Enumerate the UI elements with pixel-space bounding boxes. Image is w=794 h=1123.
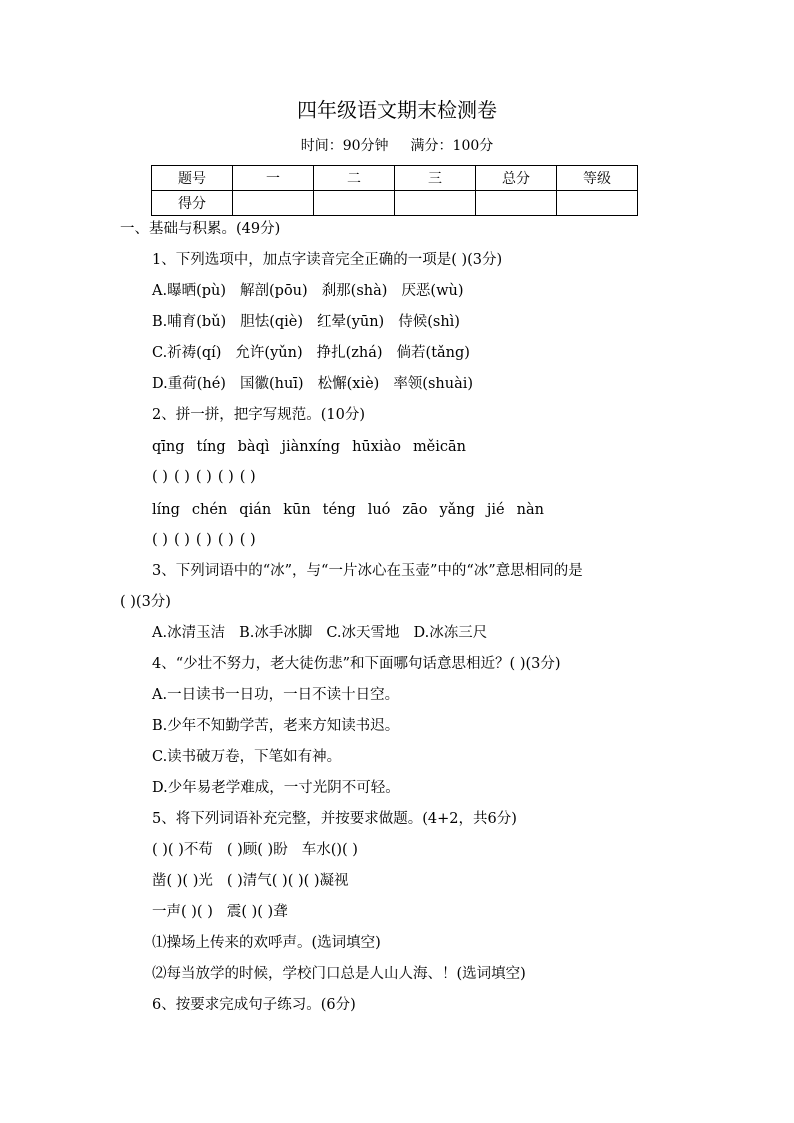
q5-sub-2: ⑵每当放学的时候，学校门口总是人山人海、！(选词填空) bbox=[152, 966, 526, 982]
q3-option[interactable]: B.冰手冰脚 bbox=[239, 625, 313, 641]
q1-option-c[interactable] bbox=[152, 342, 470, 364]
q2-answer-row-1 bbox=[152, 466, 256, 488]
pinyin: chén bbox=[191, 502, 228, 518]
answer-blank[interactable]: ( ) bbox=[217, 469, 234, 485]
question-2: 2、拼一拼，把字写规范。(10分) bbox=[152, 407, 365, 423]
q5-item[interactable]: ( )顾( )盼 bbox=[226, 842, 288, 858]
score-table-header: 总分 bbox=[476, 166, 557, 191]
pinyin: téng bbox=[322, 502, 356, 518]
score-cell[interactable] bbox=[395, 191, 476, 216]
pinyin: hūxiào bbox=[352, 439, 401, 455]
q3-option[interactable]: D.冰冻三尺 bbox=[413, 625, 488, 641]
question-6: 6、按要求完成句子练习。(6分) bbox=[152, 997, 356, 1013]
pinyin: měicān bbox=[412, 439, 467, 455]
q1-word: 刹那(shà) bbox=[321, 283, 388, 299]
q5-item[interactable]: ( )( )不苟 bbox=[152, 842, 213, 858]
q1-word: 倘若(tǎng) bbox=[396, 345, 470, 361]
q5-item[interactable]: 车水()( ) bbox=[301, 842, 358, 858]
pinyin: qīng bbox=[152, 439, 185, 455]
q5-item[interactable]: 凿( )( )光 bbox=[152, 873, 213, 889]
score-cell[interactable] bbox=[314, 191, 395, 216]
question-3-continued: ( )(3分) bbox=[120, 594, 171, 610]
q1-word: A.曝晒(pù) bbox=[152, 283, 227, 299]
answer-blank[interactable]: ( ) bbox=[173, 469, 190, 485]
answer-blank[interactable]: ( ) bbox=[239, 532, 256, 548]
q1-word: B.哺育(bǔ) bbox=[152, 314, 227, 330]
q2-answer-row-2 bbox=[152, 529, 256, 551]
q1-word: 国徽(huī) bbox=[239, 376, 304, 392]
pinyin: yǎng bbox=[439, 502, 475, 518]
exam-time: 时间：90分钟 bbox=[300, 138, 389, 154]
q5-item[interactable]: ( )清气( )( )( )凝视 bbox=[226, 873, 349, 889]
score-table-header: 一 bbox=[233, 166, 314, 191]
score-table-header-row bbox=[152, 166, 638, 191]
q2-pinyin-row-1 bbox=[152, 436, 466, 458]
q1-word: 侍候(shì) bbox=[398, 314, 460, 330]
question-4: 4、“少壮不努力，老大徒伤悲”和下面哪句话意思相近？( )(3分) bbox=[152, 656, 561, 672]
answer-blank[interactable]: ( ) bbox=[152, 532, 168, 548]
answer-blank[interactable]: ( ) bbox=[195, 532, 212, 548]
q3-option[interactable]: C.冰天雪地 bbox=[326, 625, 400, 641]
q3-option[interactable]: A.冰清玉洁 bbox=[152, 625, 226, 641]
q4-option-a[interactable]: A.一日读书一日功，一日不读十日空。 bbox=[152, 687, 400, 703]
pinyin: líng bbox=[152, 502, 180, 518]
q1-word: C.祈祷(qí) bbox=[152, 345, 222, 361]
q4-option-c[interactable]: C.读书破万卷，下笔如有神。 bbox=[152, 749, 342, 765]
q5-row-1 bbox=[152, 839, 358, 861]
pinyin: zāo bbox=[402, 502, 428, 518]
exam-full-score: 满分：100分 bbox=[410, 138, 494, 154]
exam-subtitle bbox=[0, 136, 794, 156]
section-1-title: 一、基础与积累。(49分) bbox=[120, 221, 281, 237]
score-table-header: 等级 bbox=[557, 166, 638, 191]
q1-word: 率领(shuài) bbox=[393, 376, 474, 392]
q1-word: D.重荷(hé) bbox=[152, 376, 226, 392]
answer-blank[interactable]: ( ) bbox=[173, 532, 190, 548]
score-cell[interactable] bbox=[476, 191, 557, 216]
q1-word: 红晕(yūn) bbox=[317, 314, 385, 330]
exam-title: 四年级语文期末检测卷 bbox=[297, 98, 497, 122]
answer-blank[interactable]: ( ) bbox=[195, 469, 212, 485]
q2-pinyin-row-2 bbox=[152, 499, 544, 521]
answer-blank[interactable]: ( ) bbox=[217, 532, 234, 548]
pinyin: qián bbox=[239, 502, 272, 518]
q1-option-a[interactable] bbox=[152, 280, 464, 302]
score-table-header: 三 bbox=[395, 166, 476, 191]
q4-option-b[interactable]: B.少年不知勤学苦，老来方知读书迟。 bbox=[152, 718, 400, 734]
pinyin: jié bbox=[486, 502, 505, 518]
pinyin: nàn bbox=[516, 502, 544, 518]
score-table-header: 二 bbox=[314, 166, 395, 191]
question-3: 3、下列词语中的“冰”，与“一片冰心在玉壶”中的“冰”意思相同的是 bbox=[152, 563, 583, 579]
q1-word: 胆怯(qiè) bbox=[240, 314, 304, 330]
q1-word: 解剖(pōu) bbox=[240, 283, 308, 299]
q1-option-d[interactable] bbox=[152, 373, 473, 395]
score-cell[interactable] bbox=[233, 191, 314, 216]
question-1: 1、下列选项中，加点字读音完全正确的一项是( )(3分) bbox=[152, 252, 503, 268]
q3-options bbox=[152, 622, 487, 644]
score-table-row bbox=[152, 191, 638, 216]
q5-item[interactable]: 震( )( )聋 bbox=[226, 904, 288, 920]
q5-item[interactable]: 一声( )( ) bbox=[152, 904, 213, 920]
answer-blank[interactable]: ( ) bbox=[239, 469, 256, 485]
q1-word: 厌恶(wù) bbox=[401, 283, 464, 299]
pinyin: bàqì bbox=[237, 439, 270, 455]
pinyin: luó bbox=[367, 502, 391, 518]
q1-option-b[interactable] bbox=[152, 311, 460, 333]
q5-row-3 bbox=[152, 901, 288, 923]
score-cell[interactable] bbox=[557, 191, 638, 216]
q5-row-2 bbox=[152, 870, 349, 892]
score-row-label: 得分 bbox=[152, 191, 233, 216]
answer-blank[interactable]: ( ) bbox=[152, 469, 168, 485]
q1-word: 挣扎(zhá) bbox=[316, 345, 383, 361]
pinyin: jiànxíng bbox=[281, 439, 341, 455]
score-table-header: 题号 bbox=[152, 166, 233, 191]
score-table bbox=[151, 165, 638, 216]
q1-word: 松懈(xiè) bbox=[317, 376, 380, 392]
question-5: 5、将下列词语补充完整，并按要求做题。(4+2，共6分) bbox=[152, 811, 517, 827]
pinyin: tíng bbox=[196, 439, 226, 455]
q5-sub-1: ⑴操场上传来的欢呼声。(选词填空) bbox=[152, 935, 381, 951]
q4-option-d[interactable]: D.少年易老学难成，一寸光阴不可轻。 bbox=[152, 780, 400, 796]
q1-word: 允许(yǔn) bbox=[235, 345, 303, 361]
pinyin: kūn bbox=[283, 502, 311, 518]
